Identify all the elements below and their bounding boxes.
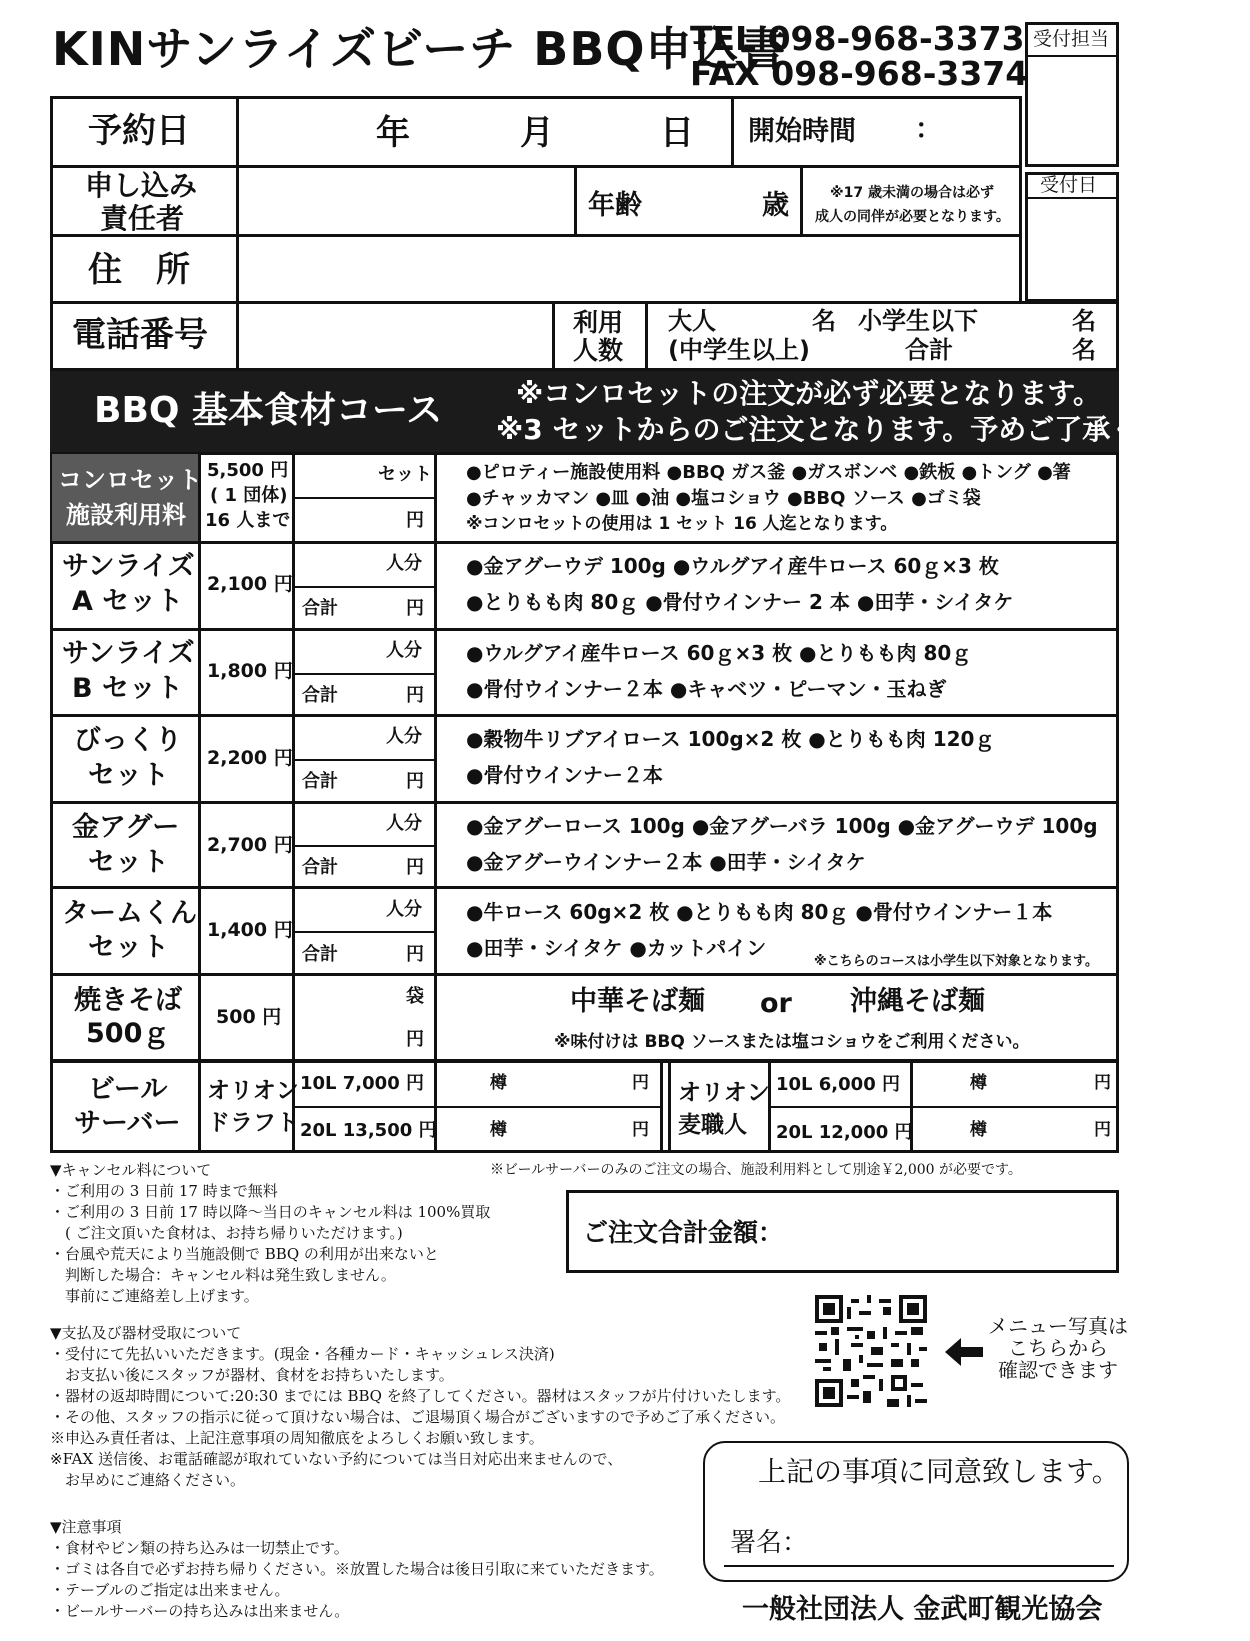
- course-subtotal-label: 合計: [302, 685, 338, 706]
- payment-line: ・受付にて先払いいただきます。(現金・各種カード・キャッシュレス決済): [50, 1345, 555, 1363]
- beer-draft-20l-keg[interactable]: 樽: [490, 1120, 507, 1140]
- course-items-line2: ●骨付ウインナー２本 ●キャベツ・ピーマン・玉ねぎ: [466, 677, 947, 701]
- beer-mugi-10l-price: 10L 6,000 円: [776, 1074, 900, 1095]
- payment-line: ※FAX 送信後、お電話確認が取れていない予約については当日対応出来ませんので、: [50, 1450, 623, 1468]
- payment-heading: ▼支払及び器材受取について: [50, 1324, 242, 1342]
- course-note-min-sets: ※3 セットからのご注文となります。予めご了承ください。: [496, 413, 1250, 446]
- users-label-line2: 人数: [573, 336, 624, 365]
- course-name-line2: セット: [88, 932, 169, 963]
- yakisoba-choice-or: or: [760, 988, 792, 1019]
- course-section-title: BBQ 基本食材コース: [94, 390, 443, 431]
- yakisoba-unit-yen[interactable]: 円: [406, 1029, 424, 1050]
- notes-heading: ▼注意事項: [50, 1518, 122, 1536]
- cancel-line: ・ご利用の 3 日前 17 時以降〜当日のキャンセル料は 100%買取: [50, 1203, 491, 1221]
- fax-number: FAX 098-968-3374: [690, 54, 1029, 93]
- organization-name: 一般社団法人 金武町観光協会: [742, 1594, 1103, 1625]
- course-items-line2: ●金アグーウインナー２本 ●田芋・シイタケ: [466, 850, 866, 874]
- course-price: 2,200 円: [207, 747, 293, 769]
- beer-brand-mugi-line2: 麦職人: [678, 1112, 747, 1138]
- course-unit-portion[interactable]: 人分: [386, 813, 422, 834]
- course-price: 1,800 円: [207, 660, 293, 682]
- course-unit-yen[interactable]: 円: [406, 944, 424, 965]
- course-name-line1: サンライズ: [62, 551, 195, 582]
- course-name-line1: タームくん: [62, 898, 197, 929]
- notes-line: ・ビールサーバーの持ち込みは出来ません。: [50, 1602, 350, 1620]
- course-unit-yen[interactable]: 円: [406, 857, 424, 878]
- beer-mugi-10l-keg[interactable]: 樽: [970, 1073, 987, 1093]
- course-price: 1,400 円: [207, 919, 293, 941]
- konro-items-line2: ●チャッカマン ●皿 ●油 ●塩コショウ ●BBQ ソース ●ゴミ袋: [466, 488, 981, 509]
- konro-name-line2: 施設利用料: [66, 501, 186, 529]
- yakisoba-note: ※味付けは BBQ ソースまたは塩コショウをご利用ください。: [554, 1032, 1030, 1052]
- course-name-line2: A セット: [72, 586, 184, 617]
- beer-draft-10l-yen[interactable]: 円: [632, 1073, 649, 1093]
- yakisoba-unit-bag[interactable]: 袋: [406, 986, 424, 1007]
- address-label: 住 所: [88, 250, 190, 290]
- beer-draft-20l-yen[interactable]: 円: [632, 1120, 649, 1140]
- applicant-label-line2: 責任者: [100, 202, 185, 235]
- konro-unit-yen[interactable]: 円: [406, 510, 424, 531]
- beer-name-line1: ビール: [88, 1074, 168, 1105]
- tel-number: TEL 098-968-3373: [690, 19, 1025, 58]
- konro-unit-set[interactable]: セット: [378, 464, 432, 485]
- course-name-line1: サンライズ: [62, 638, 195, 669]
- notes-line: ・テーブルのご指定は出来ません。: [50, 1581, 290, 1599]
- age-label: 年齢: [588, 190, 642, 221]
- course-items-line1: ●牛ロース 60g×2 枚 ●とりもも肉 80ｇ ●骨付ウインナー１本: [466, 900, 1053, 924]
- phone-label: 電話番号: [72, 315, 208, 355]
- cancel-line: ( ご注文頂いた食材は、お持ち帰りいただけます。): [50, 1224, 403, 1242]
- age-unit: 歳: [762, 190, 789, 221]
- adult-unit: 名: [812, 307, 836, 335]
- age-note-line2: 成人の同伴が必要となります。: [815, 209, 1010, 225]
- course-subtotal-label: 合計: [302, 598, 338, 619]
- beer-mugi-20l-yen[interactable]: 円: [1094, 1120, 1111, 1140]
- yakisoba-price: 500 円: [216, 1006, 282, 1028]
- signature-line: [724, 1565, 1114, 1567]
- course-items-line1: ●金アグーウデ 100g ●ウルグアイ産牛ロース 60ｇ×3 枚: [466, 554, 999, 578]
- payment-line: ・その他、スタッフの指示に従って頂けない場合は、ご退場頂く場合がございますので予めご了承ください。: [50, 1408, 786, 1426]
- yakisoba-name-line1: 焼きそば: [74, 985, 182, 1016]
- tamu-course-note: ※こちらのコースは小学生以下対象となります。: [814, 954, 1098, 969]
- konro-note: ※コンロセットの使用は 1 セット 16 人迄となります。: [466, 514, 898, 534]
- beer-only-note: ※ビールサーバーのみのご注文の場合、施設利用料として別途￥2,000 が必要です。: [490, 1162, 1022, 1178]
- course-unit-portion[interactable]: 人分: [386, 553, 422, 574]
- course-price: 2,700 円: [207, 834, 293, 856]
- payment-line: ・器材の返却時間について:20:30 までには BBQ を終了してください。器材はスタッフが片付けいたします。: [50, 1387, 791, 1405]
- notes-line: ・食材やビン類の持ち込みは一切禁止です。: [50, 1539, 349, 1557]
- course-name-line2: セット: [88, 847, 169, 878]
- course-note-konro-required: ※コンロセットの注文が必ず必要となります。: [516, 377, 1101, 410]
- course-items-line1: ●穀物牛リブアイロース 100g×2 枚 ●とりもも肉 120ｇ: [466, 727, 995, 751]
- course-price: 2,100 円: [207, 573, 293, 595]
- adult-age-label: (中学生以上): [668, 336, 810, 364]
- payment-line: ※申込み責任者は、上記注意事項の周知徹底をよろしくお願い致します。: [50, 1429, 544, 1447]
- beer-brand-mugi-line1: オリオン: [678, 1080, 770, 1106]
- course-unit-portion[interactable]: 人分: [386, 640, 422, 661]
- child-unit: 名: [1072, 307, 1096, 335]
- konro-name-line1: コンロセット: [58, 466, 202, 494]
- beer-draft-10l-keg[interactable]: 樽: [490, 1073, 507, 1093]
- course-items-line1: ●金アグーロース 100g ●金アグーバラ 100g ●金アグーウデ 100g: [466, 814, 1098, 838]
- course-unit-portion[interactable]: 人分: [386, 726, 422, 747]
- course-unit-yen[interactable]: 円: [406, 771, 424, 792]
- users-label-line1: 利用: [573, 308, 624, 337]
- beer-draft-20l-price: 20L 13,500 円: [300, 1120, 437, 1141]
- course-name-line1: びっくり: [74, 725, 182, 756]
- course-items-line1: ●ウルグアイ産牛ロース 60ｇ×3 枚 ●とりもも肉 80ｇ: [466, 641, 972, 665]
- beer-draft-10l-price: 10L 7,000 円: [300, 1073, 424, 1094]
- course-subtotal-label: 合計: [302, 944, 338, 965]
- beer-mugi-20l-keg[interactable]: 樽: [970, 1120, 987, 1140]
- qr-caption-line3: 確認できます: [998, 1358, 1118, 1382]
- time-colon: ：: [915, 114, 942, 145]
- notes-line: ・ゴミは各自で必ずお持ち帰りください。※放置した場合は後日引取に来ていただきます。: [50, 1560, 664, 1578]
- cancel-heading: ▼キャンセル料について: [50, 1161, 212, 1179]
- cancel-line: ・ご利用の 3 日前 17 時まで無料: [50, 1182, 278, 1200]
- reception-staff-label: 受付担当: [1033, 28, 1110, 50]
- payment-line: お支払い後にスタッフが器材、食材をお持ちいたします。: [50, 1366, 454, 1384]
- total-people-unit: 名: [1072, 336, 1096, 364]
- signature-label[interactable]: 署名：: [730, 1528, 809, 1558]
- beer-mugi-10l-yen[interactable]: 円: [1094, 1073, 1111, 1093]
- reservation-date-label: 予約日: [88, 111, 190, 151]
- course-unit-yen[interactable]: 円: [406, 598, 424, 619]
- child-label: 小学生以下: [858, 307, 978, 335]
- cancel-line: 判断した場合：キャンセル料は発生致しません。: [50, 1266, 396, 1284]
- year-label[interactable]: 年: [376, 113, 410, 153]
- qr-caption-line1: メニュー写真は: [988, 1314, 1128, 1338]
- page-title: KINサンライズビーチ BBQ申込書: [52, 22, 787, 76]
- consent-text: 上記の事項に同意致します。: [758, 1455, 1120, 1488]
- order-total-label: ご注文合計金額：: [583, 1218, 784, 1247]
- course-name-line1: 金アグー: [72, 812, 180, 843]
- course-unit-yen[interactable]: 円: [406, 685, 424, 706]
- konro-items-line1: ●ピロティー施設使用料 ●BBQ ガス釜 ●ガスボンベ ●鉄板 ●トング ●箸: [466, 462, 1071, 483]
- course-items-line2: ●とりもも肉 80ｇ ●骨付ウインナー 2 本 ●田芋・シイタケ: [466, 590, 1014, 614]
- yakisoba-name-line2: 500ｇ: [86, 1018, 170, 1049]
- reception-date-label: 受付日: [1040, 174, 1098, 196]
- course-items-line2: ●骨付ウインナー２本: [466, 763, 663, 787]
- start-time-label[interactable]: 開始時間: [748, 116, 856, 147]
- beer-brand-draft-line1: オリオン: [207, 1078, 299, 1104]
- beer-name-line2: サーバー: [74, 1108, 181, 1139]
- course-subtotal-label: 合計: [302, 857, 338, 878]
- month-label[interactable]: 月: [520, 113, 554, 153]
- cancel-line: 事前にご連絡差し上げます。: [50, 1287, 259, 1305]
- yakisoba-choice-chuka[interactable]: 中華そば麺: [570, 986, 705, 1017]
- konro-per-group: ( 1 団体): [210, 485, 288, 506]
- qr-caption-line2: こちらから: [1008, 1336, 1108, 1360]
- course-subtotal-label: 合計: [302, 771, 338, 792]
- payment-line: お早めにご連絡ください。: [50, 1471, 246, 1489]
- course-unit-portion[interactable]: 人分: [386, 899, 422, 920]
- age-note-line1: ※17 歳未満の場合は必ず: [830, 185, 994, 201]
- beer-brand-draft-line2: ドラフト: [207, 1110, 299, 1136]
- yakisoba-choice-okinawa[interactable]: 沖縄そば麺: [850, 986, 985, 1017]
- adult-label: 大人: [668, 307, 716, 335]
- course-items-line2: ●田芋・シイタケ ●カットパイン: [466, 936, 767, 960]
- konro-price: 5,500 円: [207, 460, 289, 481]
- qr-code-icon[interactable]: [815, 1295, 927, 1407]
- cancel-line: ・台風や荒天により当施設側で BBQ の利用が出来ないと: [50, 1245, 439, 1263]
- day-label[interactable]: 日: [660, 113, 694, 153]
- applicant-label-line1: 申し込み: [85, 169, 198, 202]
- course-name-line2: セット: [88, 760, 169, 791]
- beer-mugi-20l-price: 20L 12,000 円: [776, 1122, 913, 1143]
- form-row-address: [50, 234, 1022, 304]
- arrow-left-icon: [945, 1338, 983, 1366]
- total-people-label: 合計: [905, 336, 953, 364]
- course-name-line2: B セット: [72, 673, 183, 704]
- konro-capacity: 16 人まで: [205, 510, 291, 531]
